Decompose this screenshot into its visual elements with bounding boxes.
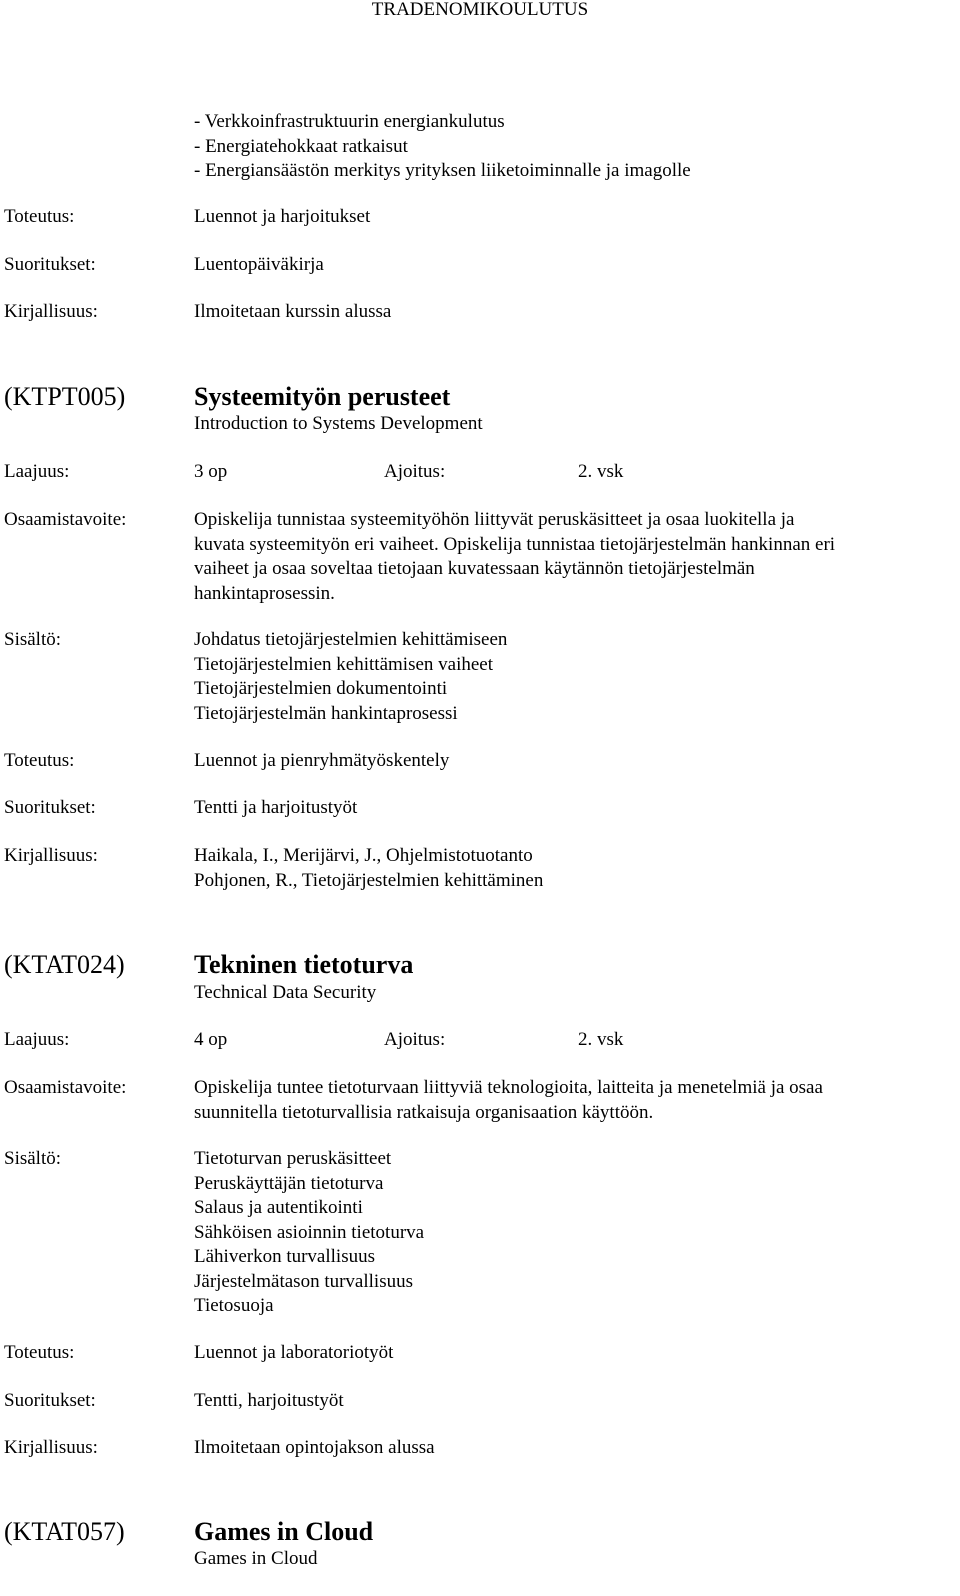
course-toteutus: Luennot ja pienryhmätyöskentely — [194, 750, 450, 771]
label-ajoitus: Ajoitus: — [384, 461, 446, 482]
document-header: TRADENOMIKOULUTUS — [371, 0, 589, 20]
osaamistavoite-line: kuvata systeemityön eri vaiheet. Opiskelija tunnistaa tietojärjestelmän hankinnan eri — [194, 533, 836, 555]
label-suoritukset: Suoritukset: — [4, 254, 96, 275]
label-sisalto: Sisältö: — [4, 1148, 62, 1169]
prev-content-item: - Energiansäästön merkitys yrityksen liiketoiminnalle ja imagolle — [194, 160, 691, 181]
prev-content-item: - Energiatehokkaat ratkaisut — [194, 135, 408, 157]
prev-suoritukset: Luentopäiväkirja — [194, 254, 324, 275]
label-suoritukset: Suoritukset: — [4, 1390, 96, 1411]
course-toteutus: Luennot ja laboratoriotyöt — [194, 1342, 394, 1363]
osaamistavoite-line: vaiheet ja osaa soveltaa tietojaan kuvatessaan käytännön tietojärjestelmän — [194, 558, 755, 579]
label-toteutus: Toteutus: — [4, 1342, 75, 1363]
sisalto-item: Sähköisen asioinnin tietoturva — [194, 1221, 425, 1243]
sisalto-item: Tietosuoja — [194, 1295, 274, 1316]
prev-content-list — [194, 110, 691, 184]
label-laajuus: Laajuus: — [4, 1029, 70, 1050]
kirjallisuus-item: Pohjonen, R., Tietojärjestelmien kehittäminen — [194, 869, 544, 891]
label-kirjallisuus: Kirjallisuus: — [4, 301, 98, 322]
label-kirjallisuus: Kirjallisuus: — [4, 1437, 98, 1458]
course-title: Games in Cloud — [194, 1517, 374, 1546]
course-subtitle: Technical Data Security — [194, 982, 377, 1003]
prev-content-item: - Verkkoinfrastruktuurin energiankulutus — [194, 111, 505, 132]
sisalto-item: Salaus ja autentikointi — [194, 1197, 363, 1218]
sisalto-item: Johdatus tietojärjestelmien kehittämiseen — [194, 629, 508, 650]
course-title: Tekninen tietoturva — [194, 950, 414, 979]
course-code: (KTAT024) — [4, 950, 125, 979]
label-ajoitus: Ajoitus: — [384, 1029, 446, 1050]
prev-toteutus: Luennot ja harjoitukset — [194, 206, 371, 227]
osaamistavoite-line: suunnitella tietoturvallisia ratkaisuja organisaation käyttöön. — [194, 1101, 654, 1123]
label-suoritukset: Suoritukset: — [4, 797, 96, 818]
course-code: (KTAT057) — [4, 1517, 125, 1546]
course-suoritukset: Tentti ja harjoitustyöt — [194, 797, 358, 818]
label-osaamistavoite: Osaamistavoite: — [4, 1077, 127, 1098]
osaamistavoite-line: hankintaprosessin. — [194, 582, 335, 604]
sisalto-item: Tietojärjestelmien dokumentointi — [194, 678, 448, 699]
sisalto-item: Lähiverkon turvallisuus — [194, 1246, 375, 1267]
kirjallisuus-item: Haikala, I., Merijärvi, J., Ohjelmistotuotanto — [194, 845, 533, 866]
label-toteutus: Toteutus: — [4, 750, 75, 771]
sisalto-item: Tietojärjestelmän hankintaprosessi — [194, 702, 458, 724]
osaamistavoite-line: Opiskelija tunnistaa systeemityöhön liittyvät peruskäsitteet ja osaa luokitella ja — [194, 509, 795, 530]
course-title: Systeemityön perusteet — [194, 382, 451, 411]
course-subtitle: Introduction to Systems Development — [194, 413, 483, 434]
course-subtitle: Games in Cloud — [194, 1548, 318, 1569]
prev-kirjallisuus: Ilmoitetaan kurssin alussa — [194, 301, 392, 322]
label-toteutus: Toteutus: — [4, 206, 75, 227]
course-sisalto — [194, 628, 507, 726]
sisalto-item: Järjestelmätason turvallisuus — [194, 1270, 413, 1292]
course-ajoitus: 2. vsk — [578, 461, 624, 482]
course-code: (KTPT005) — [4, 382, 126, 411]
osaamistavoite-line: Opiskelija tuntee tietoturvaan liittyviä teknologioita, laitteita ja menetelmiä ja osaa — [194, 1077, 823, 1098]
course-osaamistavoite — [194, 508, 835, 606]
sisalto-item: Peruskäyttäjän tietoturva — [194, 1172, 384, 1194]
course-osaamistavoite — [194, 1076, 823, 1125]
label-kirjallisuus: Kirjallisuus: — [4, 845, 98, 866]
course-ajoitus: 2. vsk — [578, 1029, 624, 1050]
course-suoritukset: Tentti, harjoitustyöt — [194, 1390, 344, 1411]
label-laajuus: Laajuus: — [4, 461, 70, 482]
sisalto-item: Tietoturvan peruskäsitteet — [194, 1148, 392, 1169]
label-osaamistavoite: Osaamistavoite: — [4, 509, 127, 530]
course-kirjallisuus — [194, 844, 543, 893]
course-laajuus: 3 op — [194, 461, 228, 482]
course-kirjallisuus: Ilmoitetaan opintojakson alussa — [194, 1437, 435, 1458]
label-sisalto: Sisältö: — [4, 629, 62, 650]
sisalto-item: Tietojärjestelmien kehittämisen vaiheet — [194, 653, 493, 675]
course-sisalto — [194, 1147, 424, 1319]
course-laajuus: 4 op — [194, 1029, 228, 1050]
